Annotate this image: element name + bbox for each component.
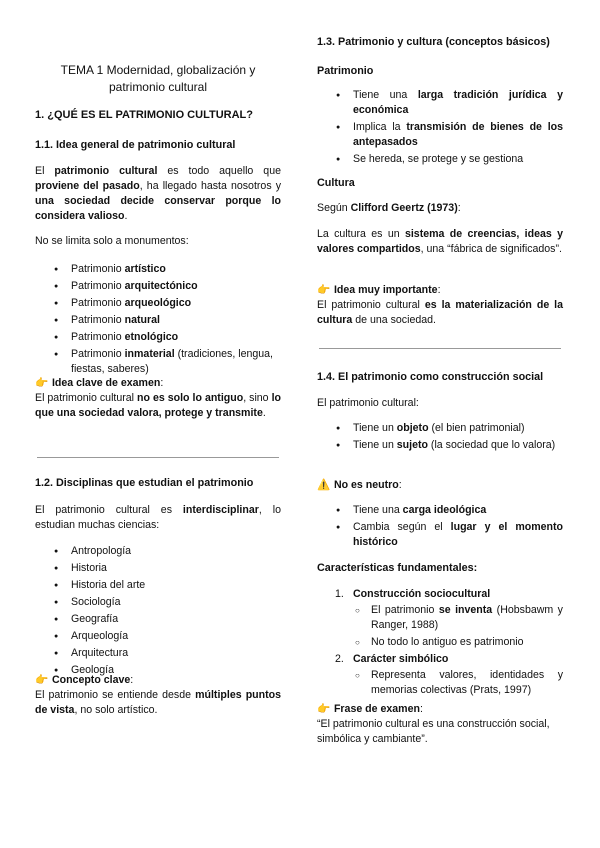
list-item: ● Arquitectura (53, 646, 281, 661)
exam-idea-label-line: 👉 Idea clave de examen: (35, 376, 281, 391)
section-1-4-paragraph: El patrimonio cultural: (317, 397, 419, 409)
list-item: ● Patrimonio natural (53, 313, 281, 328)
feature-item: 1. Construcción sociocultural ○ El patrimonio se inventa (Hobsbawm y Ranger, 1988) ○ No todo lo antiguo es patrimonio (335, 587, 563, 650)
list-item: ● Historia (53, 561, 281, 576)
list-item: ● Tiene un objeto (el bien patrimonial) (335, 421, 563, 436)
pointing-hand-icon: 👉 (35, 674, 49, 686)
list-item: ● Tiene una carga ideológica (335, 503, 563, 518)
not-neutral-list (335, 503, 563, 552)
divider (37, 457, 279, 458)
exam-idea-text: El patrimonio cultural no es solo lo antiguo, sino lo que una sociedad valora, protege y transmite. (35, 392, 281, 420)
section-1-2-heading: 1.2. Disciplinas que estudian el patrimonio (35, 477, 254, 489)
list-item: ● Tiene un sujeto (la sociedad que lo valora) (335, 438, 563, 453)
section-1-1-paragraph: El patrimonio cultural es todo aquello que proviene del pasado, ha llegado hasta nosotros y una sociedad decide conservar porque lo considera valioso. (35, 165, 282, 223)
section-1-heading: 1. ¿QUÉ ES EL PATRIMONIO CULTURAL? (35, 109, 253, 121)
geertz-line: Según Clifford Geertz (1973): (317, 202, 461, 214)
important-idea-label-line: 👉 Idea muy importante: (317, 283, 563, 298)
feature-item: 2. Carácter simbólico ○ Representa valores, identidades y memorias colectivas (Prats, 1997) (335, 652, 563, 698)
key-concept-text: El patrimonio se entiende desde múltiples puntos de vista, no solo artístico. (35, 689, 281, 717)
list-item: ● Patrimonio arquitectónico (53, 279, 281, 294)
pointing-hand-icon: 👉 (35, 377, 49, 389)
list-item: ● Sociología (53, 595, 281, 610)
list-item: ● Arqueología (53, 629, 281, 644)
list-item: ● Cambia según el lugar y el momento histórico (335, 520, 563, 550)
patrimonio-heading: Patrimonio (317, 65, 374, 77)
warning-icon: ⚠️ (317, 479, 331, 491)
cultura-heading: Cultura (317, 177, 355, 189)
list-item: ● Historia del arte (53, 578, 281, 593)
pointing-hand-icon: 👉 (317, 284, 331, 296)
heritage-types-list (53, 262, 281, 379)
sub-list-item: ○ El patrimonio se inventa (Hobsbawm y Ranger, 1988) (353, 603, 563, 633)
features-heading: Características fundamentales: (317, 562, 478, 574)
exam-phrase-label-line: 👉 Frase de examen: (317, 702, 563, 717)
not-neutral-label-line: ⚠️ No es neutro: (317, 478, 563, 493)
sub-list-item: ○ No todo lo antiguo es patrimonio (353, 635, 563, 650)
list-item: ● Antropología (53, 544, 281, 559)
section-1-1-heading: 1.1. Idea general de patrimonio cultural (35, 139, 236, 151)
list-item: ● Geología (53, 663, 281, 678)
important-idea-text: El patrimonio cultural es la materialización de la cultura de una sociedad. (317, 299, 563, 327)
key-concept-label-line: 👉 Concepto clave: (35, 673, 281, 688)
list-item: ● Patrimonio etnológico (53, 330, 281, 345)
cultura-paragraph: La cultura es un sistema de creencias, ideas y valores compartidos, una “fábrica de significados”. (317, 228, 564, 256)
pointing-hand-icon: 👉 (317, 703, 331, 715)
section-1-2-paragraph: El patrimonio cultural es interdisciplinar, lo estudian muchas ciencias: (35, 504, 281, 532)
exam-phrase-text: “El patrimonio cultural es una construcción social, simbólica y cambiante”. (317, 718, 550, 746)
patrimonio-list (335, 88, 563, 169)
disciplines-list (53, 544, 281, 680)
sub-list-item: ○ Representa valores, identidades y memorias colectivas (Prats, 1997) (353, 668, 563, 698)
list-item: ● Implica la transmisión de bienes de los antepasados (335, 120, 563, 150)
list-item: ● Patrimonio artístico (53, 262, 281, 277)
features-list (335, 587, 563, 700)
list-item: ● Patrimonio inmaterial (tradiciones, lengua, fiestas, saberes) (53, 347, 281, 377)
object-subject-list (335, 421, 563, 455)
list-item: ● Patrimonio arqueológico (53, 296, 281, 311)
list-item: ● Se hereda, se protege y se gestiona (335, 152, 563, 167)
monuments-paragraph: No se limita solo a monumentos: (35, 235, 189, 247)
divider (319, 348, 561, 349)
list-item: ● Tiene una larga tradición jurídica y económica (335, 88, 563, 118)
section-1-4-heading: 1.4. El patrimonio como construcción social (317, 371, 544, 383)
section-1-3-heading: 1.3. Patrimonio y cultura (conceptos básicos) (317, 36, 550, 48)
document-title: TEMA 1 Modernidad, globalización y patrimonio cultural (60, 63, 256, 95)
list-item: ● Geografía (53, 612, 281, 627)
